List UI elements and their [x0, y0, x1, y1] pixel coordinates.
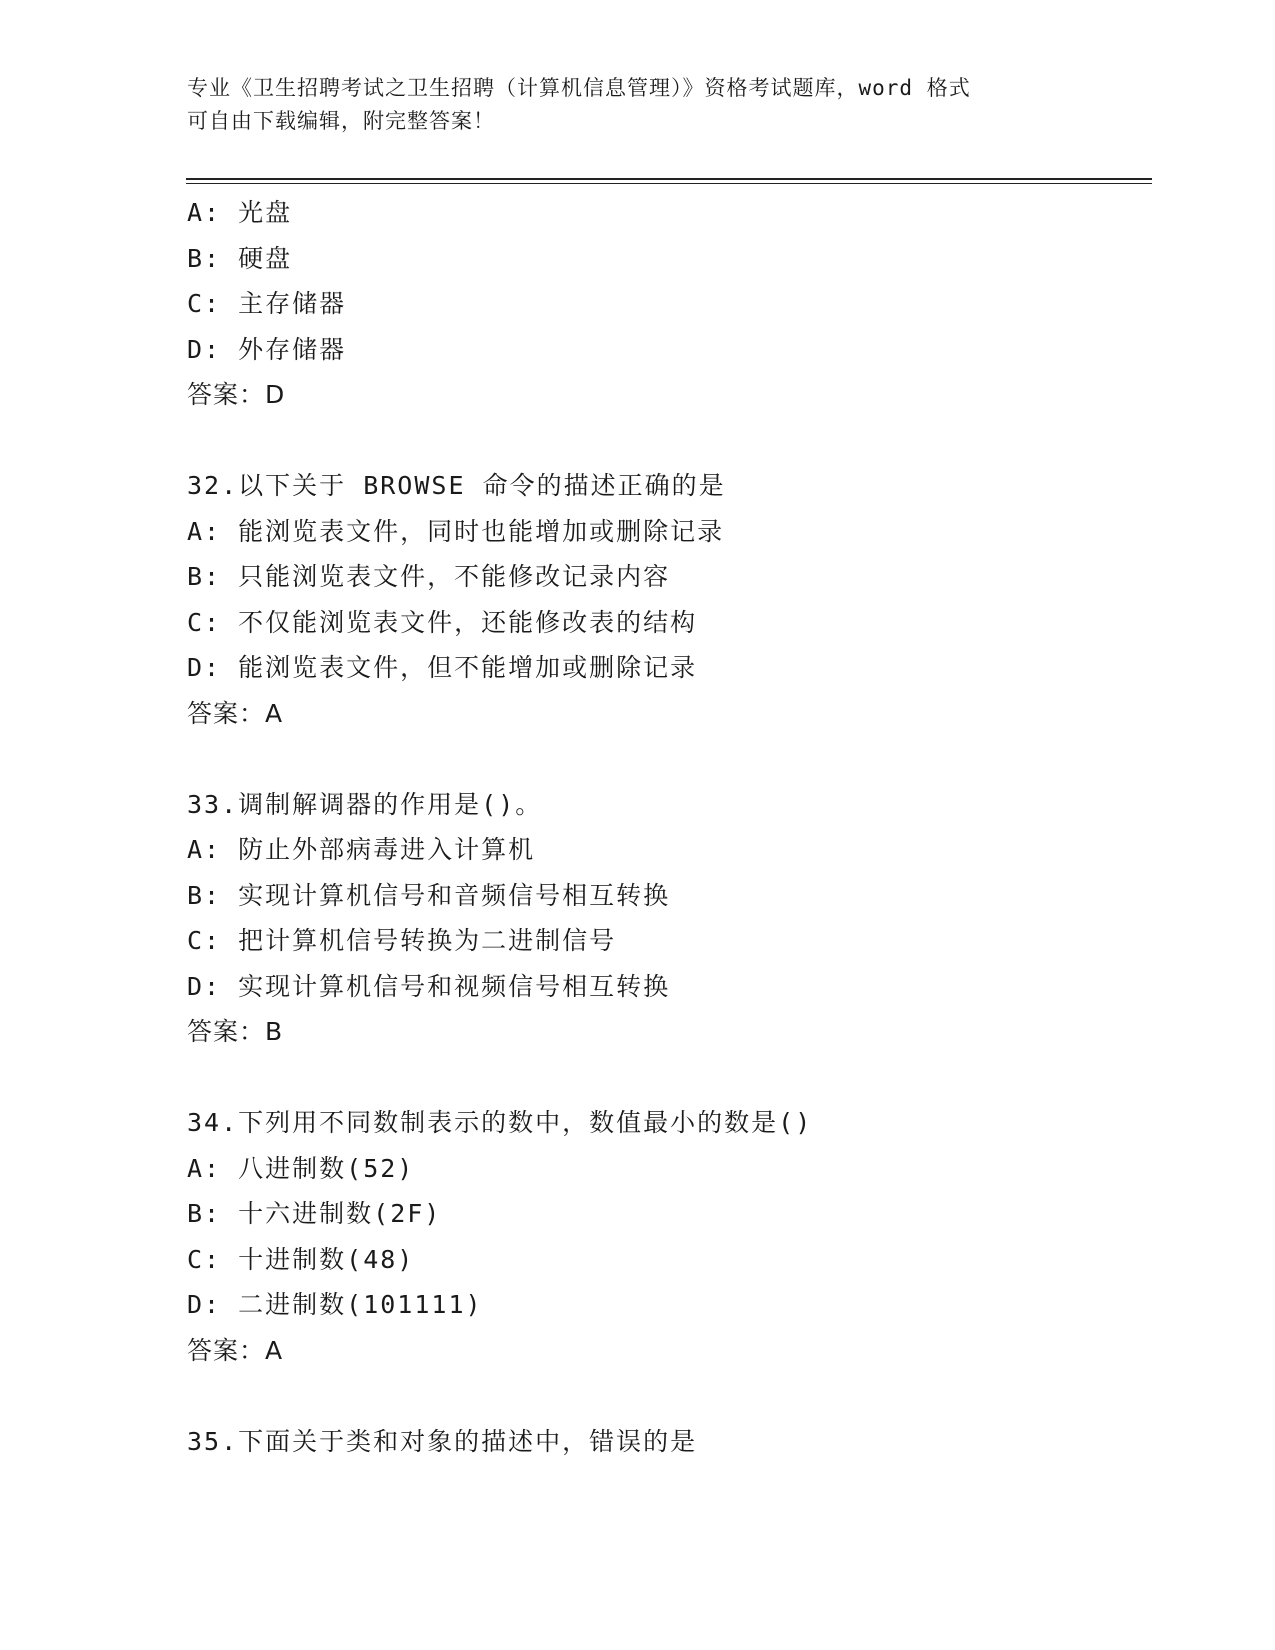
header-divider-thin: [186, 183, 1152, 184]
option-a: A: 光盘: [187, 198, 293, 227]
document-header: [187, 72, 1087, 138]
option-c: C: 主存储器: [187, 289, 347, 318]
option-b: B: 硬盘: [187, 243, 293, 273]
option-a: A: 防止外部病毒进入计算机: [187, 835, 536, 864]
header-line-2: 可自由下载编辑，附完整答案！: [187, 109, 495, 133]
question-stem: 35.下面关于类和对象的描述中，错误的是: [187, 1426, 698, 1456]
answer: 答案：D: [187, 380, 286, 409]
answer: 答案：A: [187, 698, 284, 728]
header-line-1: 专业《卫生招聘考试之卫生招聘（计算机信息管理）》资格考试题库，word 格式: [187, 76, 971, 100]
question-stem: 32.以下关于 BROWSE 命令的描述正确的是: [187, 471, 726, 500]
option-c: C: 十进制数(48): [187, 1244, 415, 1274]
option-a: A: 能浏览表文件，同时也能增加或删除记录: [187, 516, 725, 546]
option-d: D: 外存储器: [187, 334, 347, 364]
option-d: D: 实现计算机信号和视频信号相互转换: [187, 971, 671, 1001]
option-c: C: 不仅能浏览表文件，还能修改表的结构: [187, 607, 698, 637]
question-block-34: [187, 1100, 1147, 1373]
question-block-32: [187, 463, 1147, 736]
question-block-31: [187, 190, 1147, 418]
header-divider: [186, 178, 1152, 180]
option-d: D: 二进制数(101111): [187, 1290, 483, 1319]
option-b: B: 十六进制数(2F): [187, 1199, 442, 1228]
question-stem: 33.调制解调器的作用是()。: [187, 789, 543, 819]
answer: 答案：B: [187, 1017, 284, 1046]
option-b: B: 实现计算机信号和音频信号相互转换: [187, 880, 671, 910]
question-block-33: [187, 782, 1147, 1055]
option-a: A: 八进制数(52): [187, 1153, 415, 1183]
option-b: B: 只能浏览表文件，不能修改记录内容: [187, 562, 671, 591]
question-list: [187, 190, 1147, 1464]
option-d: D: 能浏览表文件，但不能增加或删除记录: [187, 653, 698, 682]
question-block-35: [187, 1419, 1147, 1465]
option-c: C: 把计算机信号转换为二进制信号: [187, 926, 617, 955]
answer: 答案：A: [187, 1335, 284, 1365]
question-stem: 34.下列用不同数制表示的数中，数值最小的数是(): [187, 1108, 813, 1137]
